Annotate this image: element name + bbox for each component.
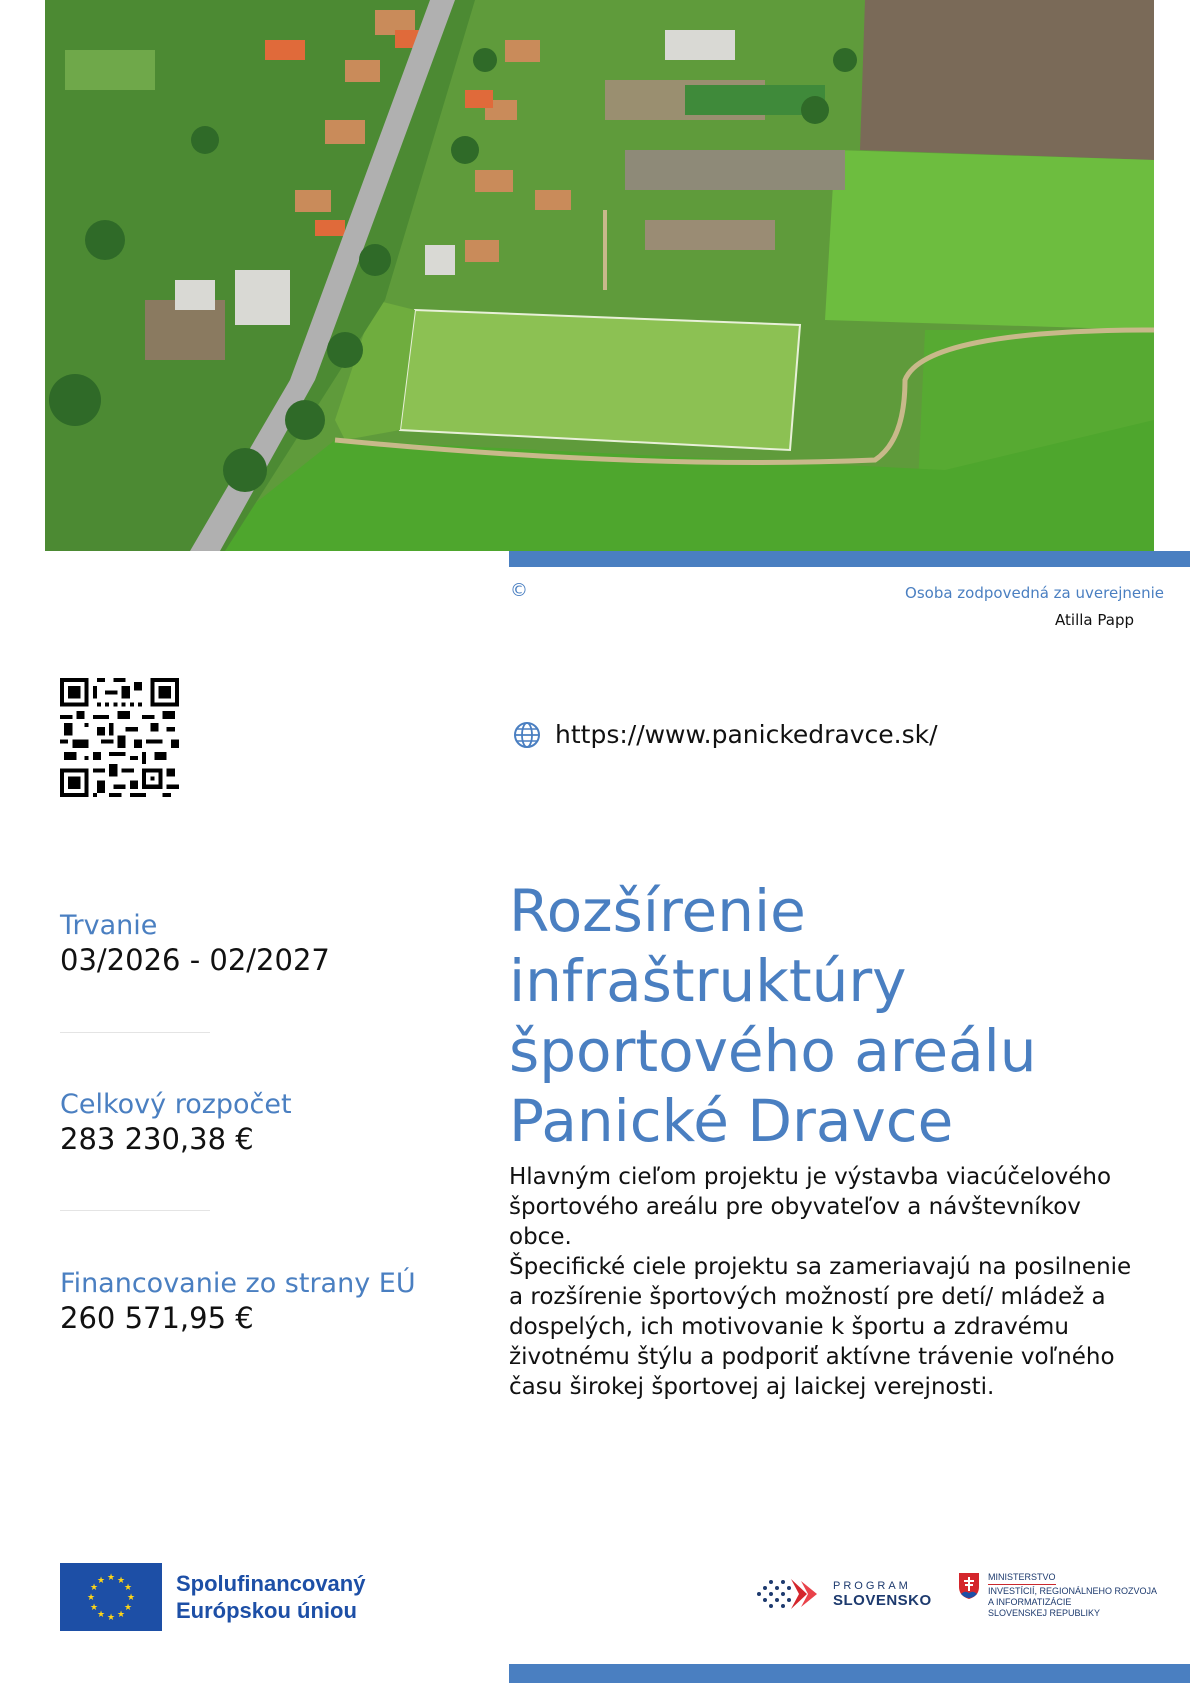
svg-text:★: ★ — [96, 1610, 106, 1620]
svg-text:★: ★ — [106, 1573, 116, 1583]
project-title-line: Rozšírenie — [509, 877, 806, 945]
description-paragraph: Hlavným cieľom projektu je výstavba viacúčelového športového areálu pre obyvateľov a návštevníkov obce. — [509, 1164, 1112, 1250]
svg-text:★: ★ — [116, 1610, 126, 1620]
qr-code-graphic — [60, 678, 179, 797]
ministry-line: INVESTÍCIÍ, REGIONÁLNEHO ROZVOJA — [988, 1586, 1158, 1596]
duration-value: 03/2026 - 02/2027 — [60, 943, 330, 977]
svg-text:★: ★ — [89, 1603, 99, 1613]
aerial-landscape-illustration — [45, 0, 1154, 551]
hero-aerial-photo — [45, 0, 1154, 551]
ministry-line: SLOVENSKEJ REPUBLIKY — [988, 1608, 1101, 1618]
program-label: PROGRAM — [833, 1579, 911, 1592]
accent-bar-bottom — [509, 1664, 1190, 1683]
budget-block — [60, 1089, 292, 1156]
project-title-line: športového areálu — [509, 1017, 1037, 1085]
eu-flag-icon — [60, 1563, 162, 1631]
divider — [60, 1210, 210, 1211]
website-url[interactable]: https://www.panickedravce.sk/ — [555, 720, 938, 749]
program-slovensko-text — [833, 1580, 932, 1609]
svg-text:★: ★ — [89, 1583, 99, 1593]
ministry-line: A INFORMATIZÁCIE — [988, 1597, 1072, 1607]
eu-cofunded-text — [176, 1570, 365, 1624]
eu-cofunded-logo — [60, 1563, 365, 1631]
program-name: SLOVENSKO — [833, 1591, 932, 1609]
program-slovensko-logo — [755, 1575, 932, 1613]
eu-text-line: Spolufinancovaný — [176, 1571, 366, 1596]
svg-text:★: ★ — [86, 1593, 96, 1603]
svg-text:★: ★ — [106, 1613, 116, 1623]
svg-text:★: ★ — [126, 1593, 136, 1603]
svg-text:★: ★ — [116, 1576, 126, 1586]
description-paragraph: Špecifické ciele projektu sa zameriavajú na posilnenie a rozšírenie športových možností pre detí/ mládež a dospelých, ich motivovanie k športu a zdravému životnému štýlu a podporiť aktívne trávenie voľného času širokej športovej aj laickej verejnosti. — [509, 1254, 1132, 1400]
program-slovensko-icon — [755, 1575, 825, 1613]
ministry-text — [988, 1572, 1178, 1619]
responsible-person-label: Osoba zodpovedná za uverejnenie — [905, 584, 1164, 602]
budget-label: Celkový rozpočet — [60, 1089, 292, 1120]
divider — [60, 1032, 210, 1033]
budget-value: 283 230,38 € — [60, 1122, 254, 1156]
globe-icon — [513, 721, 541, 749]
slovak-crest-icon — [958, 1572, 980, 1600]
responsible-person-name: Atilla Papp — [1055, 611, 1134, 629]
duration-block — [60, 910, 330, 977]
eu-funding-value: 260 571,95 € — [60, 1301, 254, 1335]
svg-text:★: ★ — [96, 1576, 106, 1586]
project-title — [509, 876, 1149, 1156]
ministry-logo — [958, 1572, 1178, 1619]
eu-funding-label: Financovanie zo strany EÚ — [60, 1268, 416, 1299]
duration-label: Trvanie — [60, 910, 158, 941]
copyright-symbol: © — [510, 580, 528, 601]
svg-text:★: ★ — [123, 1583, 133, 1593]
project-description — [509, 1162, 1149, 1402]
project-title-line: Panické Dravce — [509, 1087, 954, 1155]
eu-funding-block — [60, 1268, 416, 1335]
accent-bar-top — [509, 551, 1190, 567]
project-title-line: infraštruktúry — [509, 947, 907, 1015]
eu-text-line: Európskou úniou — [176, 1598, 357, 1623]
svg-text:★: ★ — [123, 1603, 133, 1613]
website-link[interactable] — [513, 720, 938, 749]
qr-code[interactable] — [60, 678, 179, 797]
ministry-line: MINISTERSTVO — [988, 1572, 1056, 1585]
